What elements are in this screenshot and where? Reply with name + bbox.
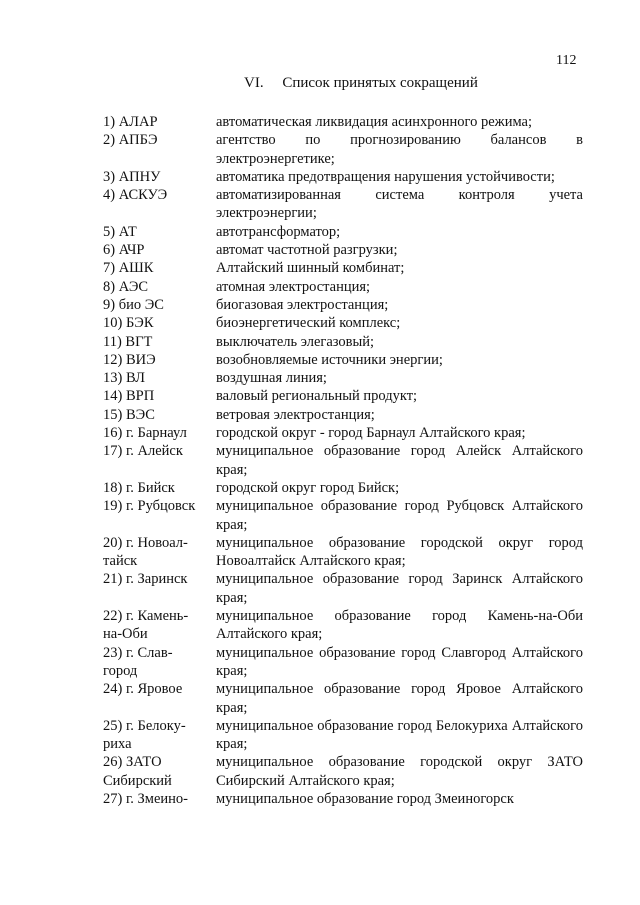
abbreviation-definition: возобновляемые источники энергии; [216,351,443,368]
abbreviation-row [103,168,583,186]
abbreviation-row [103,333,583,351]
abbreviation-row [103,644,583,681]
abbreviation-definition: муниципальное образование город Славгород Алтайского края; [216,644,583,679]
abbreviation-row [103,387,583,405]
abbreviation-definition: автоматика предотвращения нарушения устойчивости; [216,168,555,185]
abbreviation-term: 14) ВРП [103,388,155,405]
abbreviation-term: 27) г. Змеино- [103,790,188,807]
abbreviation-row [103,442,583,479]
abbreviation-term: 5) АТ [103,223,137,240]
abbreviation-row [103,186,583,223]
abbreviation-row [103,259,583,277]
abbreviation-definition: атомная электростанция; [216,278,371,295]
abbreviation-term: 3) АПНУ [103,168,161,185]
abbreviation-row [103,131,583,168]
abbreviation-definition: валовый региональный продукт; [216,388,418,405]
abbreviation-row [103,790,583,808]
abbreviation-row [103,680,583,717]
abbreviation-term: 10) БЭК [103,315,154,332]
abbreviation-row [103,497,583,534]
abbreviation-definition: муниципальное образование город Белокуриха Алтайского края; [216,717,583,753]
abbreviation-term: 12) ВИЭ [103,351,156,368]
abbreviation-term: 17) г. Алейск [103,443,183,460]
abbreviation-term: 9) био ЭС [103,296,164,313]
abbreviation-term: 21) г. Заринск [103,571,188,588]
abbreviation-definition: муниципальное образование городской округ город Новоалтайск Алтайского края; [216,534,583,570]
abbreviation-row [103,753,583,790]
abbreviation-term: 8) АЭС [103,278,149,295]
abbreviation-definition: биоэнергетический комплекс; [216,315,401,332]
abbreviation-term: 15) ВЭС [103,406,155,423]
abbreviation-row [103,241,583,259]
abbreviation-definition: муниципальное образование город Рубцовск Алтайского края; [216,498,583,533]
abbreviation-row [103,314,583,332]
abbreviation-definition: муниципальное образование город Камень-на-Оби Алтайского края; [216,608,583,643]
abbreviation-term: 25) г. Белоку- риха [103,717,186,753]
abbreviation-definition: автотрансформатор; [216,223,341,240]
abbreviation-definition: выключатель элегазовый; [216,333,375,350]
abbreviation-term: 2) АПБЭ [103,132,158,149]
abbreviation-definition: Алтайский шинный комбинат; [216,260,405,277]
abbreviation-row [103,351,583,369]
abbreviation-term: 26) ЗАТО Сибирский [103,754,172,789]
abbreviation-term: 22) г. Камень- на-Оби [103,608,189,643]
abbreviation-definition: муниципальное образование город Заринск Алтайского края; [216,571,583,606]
abbreviation-row [103,570,583,607]
abbreviation-term: 23) г. Слав- город [103,644,173,679]
abbreviation-row [103,424,583,442]
abbreviation-row [103,607,583,644]
section-heading [244,75,478,92]
abbreviation-definition: муниципальное образование город Змеиногорск [216,790,514,807]
abbreviation-definition: воздушная линия; [216,370,327,387]
abbreviation-definition: автомат частотной разгрузки; [216,242,398,259]
abbreviation-row [103,296,583,314]
abbreviation-row [103,534,583,571]
abbreviation-definition: муниципальное образование городской округ ЗАТО Сибирский Алтайского края; [216,754,583,789]
abbreviation-row [103,479,583,497]
abbreviation-row [103,113,583,131]
abbreviation-term: 19) г. Рубцовск [103,498,196,515]
abbreviation-term: 13) ВЛ [103,370,145,387]
section-title-text: Список принятых сокращений [282,75,478,91]
abbreviation-definition: биогазовая электростанция; [216,296,389,313]
abbreviation-term: 11) ВГТ [103,333,153,350]
abbreviation-row [103,369,583,387]
abbreviation-term: 1) АЛАР [103,114,158,130]
abbreviation-term: 18) г. Бийск [103,479,175,496]
abbreviation-definition: ветровая электростанция; [216,406,375,423]
abbreviation-list [103,113,583,808]
abbreviation-row [103,223,583,241]
abbreviation-definition: городской округ город Бийск; [216,479,400,496]
abbreviation-row [103,717,583,754]
abbreviation-definition: муниципальное образование город Яровое Алтайского края; [216,681,583,716]
abbreviation-term: 20) г. Новоал- тайск [103,534,188,570]
abbreviation-term: 16) г. Барнаул [103,425,187,442]
abbreviation-definition: автоматизированная система контроля учета электроэнергии; [216,187,583,222]
abbreviation-row [103,406,583,424]
abbreviation-definition: автоматическая ликвидация асинхронного режима; [216,114,533,130]
abbreviation-term: 6) АЧР [103,242,145,259]
abbreviation-definition: городской округ - город Барнаул Алтайского края; [216,425,526,442]
abbreviation-definition: агентство по прогнозированию балансов в электроэнергетике; [216,132,583,167]
abbreviation-row [103,278,583,296]
section-number: VI. [244,75,264,91]
abbreviation-term: 4) АСКУЭ [103,187,168,204]
abbreviation-term: 7) АШК [103,260,154,277]
page-number: 112 [556,53,577,68]
abbreviation-term: 24) г. Яровое [103,681,183,698]
abbreviation-definition: муниципальное образование город Алейск Алтайского края; [216,443,583,478]
